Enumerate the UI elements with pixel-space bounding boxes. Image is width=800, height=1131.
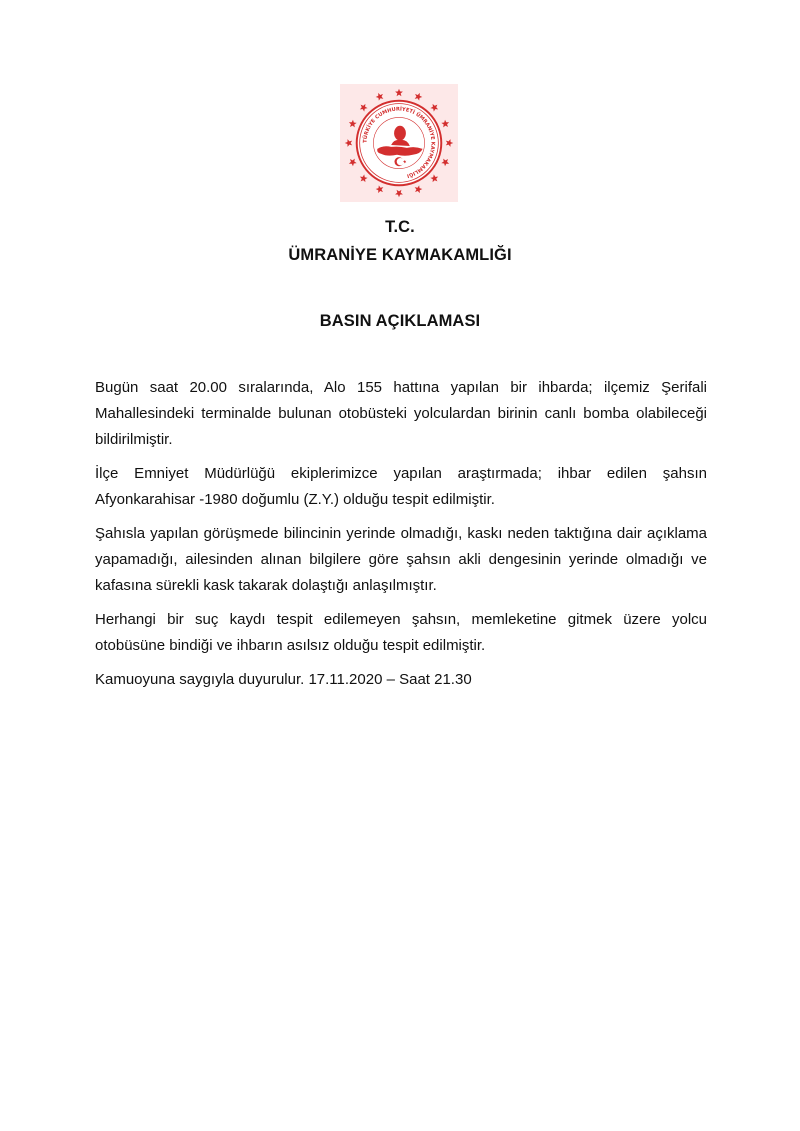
paragraph: Bugün saat 20.00 sıralarında, Alo 155 hattına yapılan bir ihbarda; ilçemiz Şerifali Mahallesindeki terminalde bulunan otobüsteki yolculardan birinin canlı bomba olabileceği bildirilmiştir. — [95, 379, 707, 448]
paragraph: Herhangi bir suç kaydı tespit edilemeyen şahsın, memleketine gitmek üzere yolcu otobüsüne bindiği ve ihbarın asılsız olduğu tespit edilmiştir. — [95, 611, 707, 654]
paragraph: İlçe Emniyet Müdürlüğü ekiplerimizce yapılan araştırmada; ihbar edilen şahsın Afyonkarahisar -1980 doğumlu (Z.Y.) olduğu tespit edilmiştir. — [95, 465, 707, 508]
paragraph: Şahısla yapılan görüşmede bilincinin yerinde olmadığı, kaskı neden taktığına dair açıklama yapamadığı, ailesinden alınan bilgilere göre şahsın akli dengesinin yerinde olmadığı ve kafasına sürekli kask takarak dolaştığı anlaşılmıştır. — [95, 525, 707, 594]
header-organization: ÜMRANİYE KAYMAKAMLIĞI — [288, 246, 512, 264]
header-state: T.C. — [385, 218, 415, 236]
document-title: BASIN AÇIKLAMASI — [319, 312, 481, 330]
kaymakamlik-seal-icon — [340, 84, 458, 202]
svg-text:TÜRKİYE CUMHURİYETİ ÜMRANİYE K: TÜRKİYE CUMHURİYETİ ÜMRANİYE KAYMAKAMLIĞI — [362, 106, 436, 179]
closing-line: Kamuoyuna saygıyla duyurulur. 17.11.2020 – Saat 21.30 — [95, 671, 472, 688]
statement-body — [95, 375, 707, 701]
